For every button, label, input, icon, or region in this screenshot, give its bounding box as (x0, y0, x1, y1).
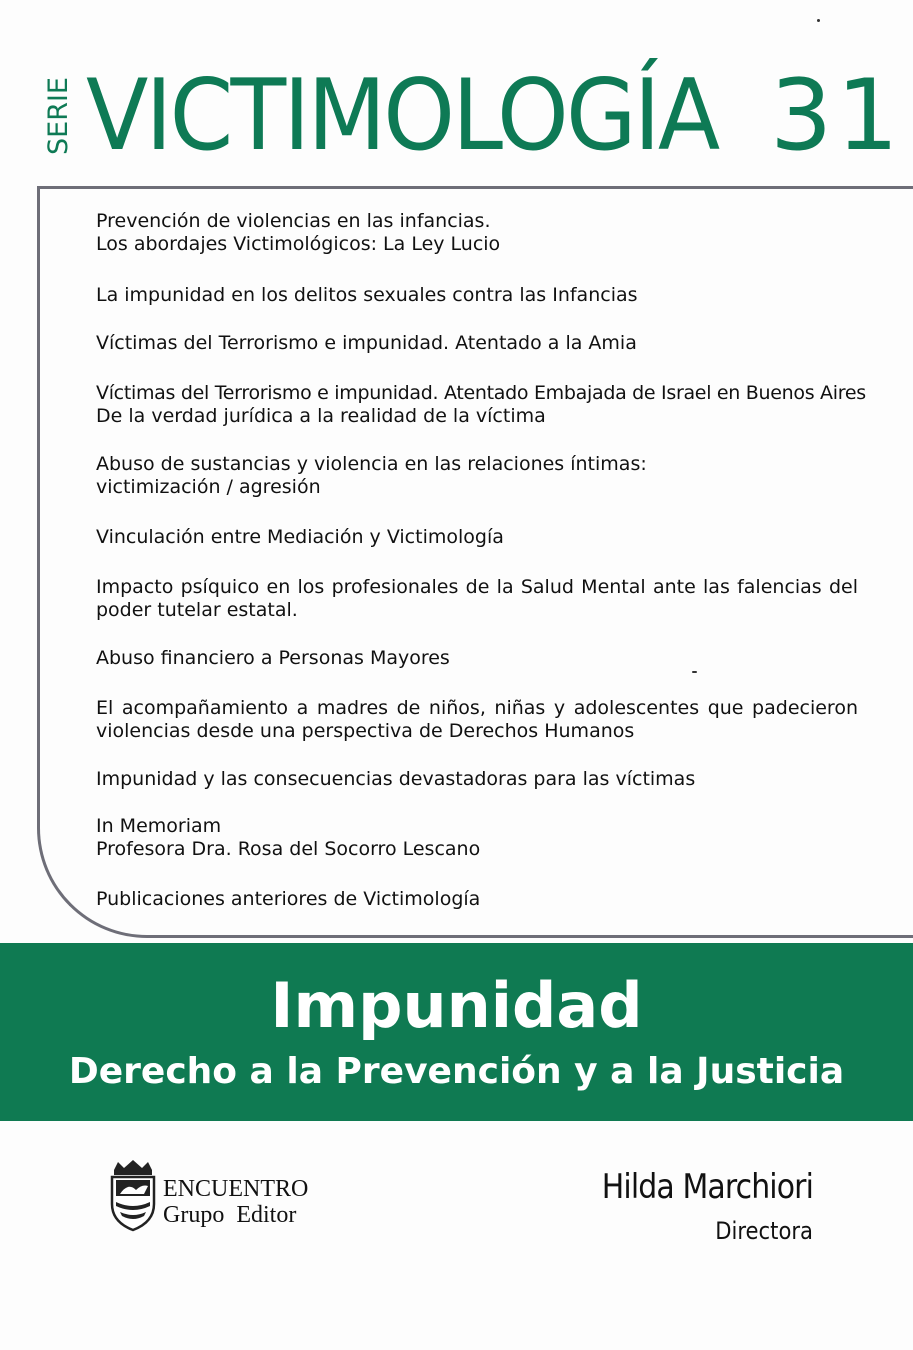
print-speck (817, 19, 820, 22)
toc-item: Vinculación entre Mediación y Victimología (96, 526, 504, 548)
book-title: Impunidad (270, 969, 643, 1042)
series-label (44, 62, 74, 170)
publisher-name: ENCUENTRO Grupo Editor (163, 1176, 309, 1228)
author-role: Directora (715, 1217, 813, 1245)
book-subtitle: Derecho a la Prevención y a la Justicia (68, 1051, 845, 1092)
toc-item: In Memoriam Profesora Dra. Rosa del Socorro Lescano (96, 815, 481, 860)
print-speck (692, 671, 697, 673)
publisher-block (108, 1160, 338, 1235)
toc-item: El acompañamiento a madres de niños, niñas y adolescentes que padecieron violencias desde una perspectiva de Derechos Humanos (96, 697, 858, 742)
toc-item: La impunidad en los delitos sexuales contra las Infancias (96, 284, 638, 306)
series-title: VICTIMOLOGÍA (86, 59, 718, 173)
toc-item: Impunidad y las consecuencias devastadoras para las víctimas (96, 768, 696, 790)
author-name: Hilda Marchiori (601, 1167, 813, 1207)
toc-item: Prevención de violencias en las infancias. Los abordajes Victimológicos: La Ley Lucio (96, 210, 501, 255)
toc-item: Publicaciones anteriores de Victimología (96, 888, 481, 910)
toc-item: Víctimas del Terrorismo e impunidad. Atentado Embajada de Israel en Buenos Aires De la verdad jurídica a la realidad de la víctima (96, 382, 866, 427)
author-block (573, 1165, 813, 1247)
toc-item: Víctimas del Terrorismo e impunidad. Atentado a la Amia (96, 332, 637, 354)
toc-item: Impacto psíquico en los profesionales de la Salud Mental ante las falencias del poder tutelar estatal. (96, 576, 858, 621)
toc-item: Abuso de sustancias y violencia en las relaciones íntimas: victimización / agresión (96, 453, 647, 498)
toc-item: Abuso financiero a Personas Mayores (96, 647, 450, 669)
series-label-text: SERIE (43, 77, 74, 155)
series-number: 31 (770, 59, 903, 173)
crest-icon (108, 1160, 158, 1232)
